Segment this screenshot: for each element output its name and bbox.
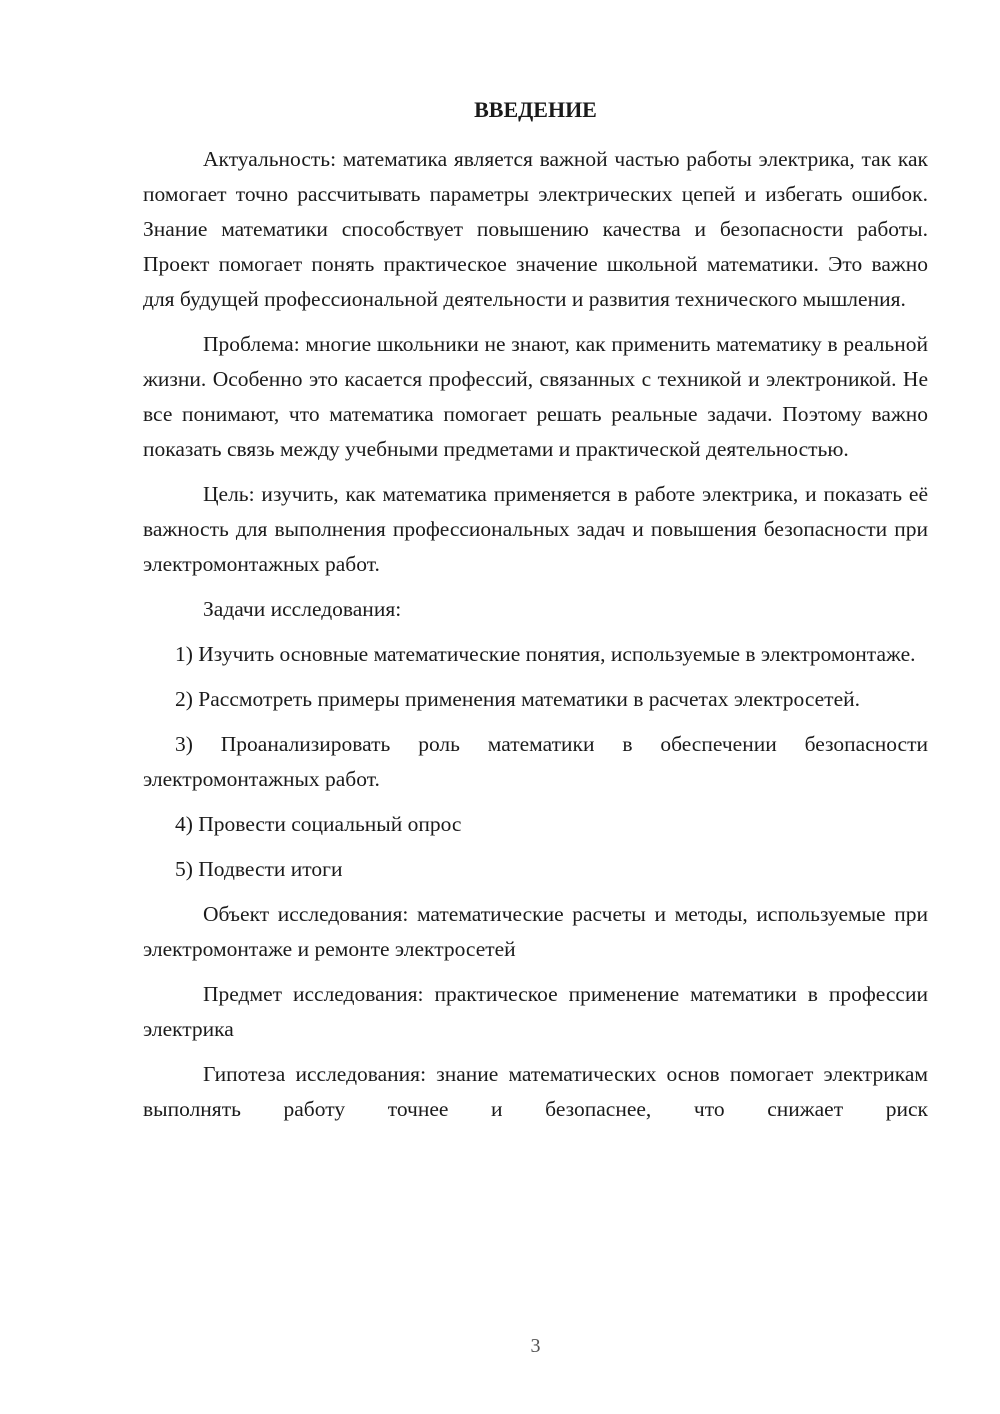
goal-paragraph: Цель: изучить, как математика применяется в работе электрика, и показать её важность для выполнения профессиональных задач и повышения безопасности при электромонтажных работ. xyxy=(143,482,928,576)
subject-paragraph: Предмет исследования: практическое применение математики в профессии электрика xyxy=(143,982,928,1041)
problem-paragraph: Проблема: многие школьники не знают, как применить математику в реальной жизни. Особенно это касается профессий, связанных с техникой и электроникой. Не все понимают, что математика помогает решать реальные задачи. Поэтому важно показать связь между учебными предметами и практической деятельностью. xyxy=(143,332,928,461)
task-item-3: 3) Проанализировать роль математики в обеспечении безопасности электромонтажных работ. xyxy=(143,732,928,791)
task-item-4: 4) Провести социальный опрос xyxy=(175,812,462,836)
section-title: ВВЕДЕНИЕ xyxy=(474,97,597,122)
hypothesis-paragraph: Гипотеза исследования: знание математических основ помогает электрикам выполнять работу точнее и безопаснее, что снижает риск xyxy=(143,1062,928,1121)
tasks-heading: Задачи исследования: xyxy=(203,597,402,621)
task-item-5: 5) Подвести итоги xyxy=(175,857,343,881)
task-item-2: 2) Рассмотреть примеры применения математики в расчетах электросетей. xyxy=(175,687,860,711)
document-body xyxy=(143,142,928,1137)
task-item-1: 1) Изучить основные математические понятия, используемые в электромонтаже. xyxy=(175,642,916,666)
relevance-paragraph: Актуальность: математика является важной частью работы электрика, так как помогает точно рассчитывать параметры электрических цепей и избегать ошибок. Знание математики способствует повышению качества и безопасности работы. Проект помогает понять практическое значение школьной математики. Это важно для будущей профессиональной деятельности и развития технического мышления. xyxy=(143,147,928,311)
document-page xyxy=(143,0,928,1414)
page-number: 3 xyxy=(530,1335,541,1357)
object-paragraph: Объект исследования: математические расчеты и методы, используемые при электромонтаже и ремонте электросетей xyxy=(143,902,928,961)
